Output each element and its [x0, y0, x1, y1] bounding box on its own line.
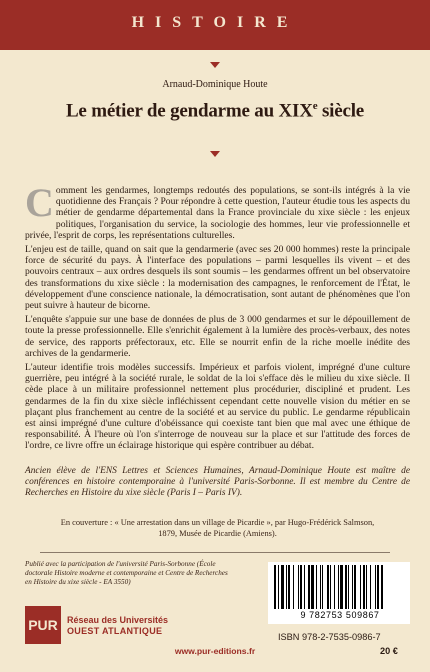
logo-line-2: OUEST ATLANTIQUE — [67, 626, 163, 636]
barcode-bar — [345, 565, 347, 609]
barcode-bar — [293, 565, 294, 609]
barcode-bar — [348, 565, 349, 609]
barcode-bar — [327, 565, 329, 609]
barcode-bar — [304, 565, 305, 609]
barcode — [268, 562, 410, 624]
barcode-bar — [352, 565, 353, 609]
barcode-bar — [311, 565, 314, 609]
barcode-bar — [322, 565, 323, 609]
barcode-bar — [340, 565, 343, 609]
publisher-logo — [25, 606, 169, 644]
logo-line-1: Réseau des Universités — [67, 615, 169, 625]
barcode-bar — [308, 565, 310, 609]
barcode-bar — [274, 565, 276, 609]
cover-credit-line2: 1879, Musée de Picardie (Amiens). — [158, 528, 277, 538]
cover-credit — [25, 518, 410, 539]
barcode-bar — [288, 565, 290, 609]
barcode-bar — [375, 565, 376, 609]
paragraph-1 — [25, 180, 410, 241]
drop-cap: C — [25, 180, 54, 225]
barcode-bar — [354, 565, 356, 609]
barcode-bar — [281, 565, 284, 609]
barcode-bar — [300, 565, 302, 609]
barcode-bar — [278, 565, 279, 609]
pur-logo-mark: PUR — [25, 606, 61, 644]
triangle-ornament-top — [210, 62, 220, 68]
barcode-bar — [370, 565, 371, 609]
barcode-bar — [360, 565, 361, 609]
barcode-bar — [316, 565, 317, 609]
barcode-bar — [381, 565, 383, 609]
barcode-bar — [363, 565, 365, 609]
paragraph-3: L'enquête s'appuie sur une base de données de plus de 3 000 gendarmes et sur le dépouillement de toute la presse professionnelle. Elle s'enrichit également à la lumière des procès-verbaux, des notes de service, des rapports préfectoraux, etc. Elle se nourrit enfin de la riche moelle inédite des archives de la gendarmerie. — [25, 314, 410, 359]
title-sup: e — [312, 100, 318, 112]
back-cover-text — [25, 180, 410, 455]
title-end: siècle — [317, 100, 365, 122]
price: 20 € — [380, 646, 398, 656]
publication-note: Publié avec la participation de l'université Paris-Sorbonne (École doctorale Histoire moderne et contemporaine et Centre de Recherches en Histoire du xixe siècle - EA 3550) — [25, 560, 228, 586]
barcode-bar — [338, 565, 339, 609]
barcode-digits: 9 782753 509867 — [300, 610, 380, 620]
book-title — [0, 100, 430, 122]
barcode-bar — [366, 565, 367, 609]
author-name: Arnaud-Dominique Houte — [162, 79, 268, 90]
paragraph-1-text: omment les gendarmes, longtemps redoutés des populations, se sont-ils intégrés à la vie quotidienne des Français ? Pour répondre à cette question, l'auteur étudie tous les aspects du métier de gendarme départemental dans la France provinciale du xixe siècle : les enjeux politiques, l'organisation du service, la sociologie des hommes, leur vie professionnelle et privée, l'esprit de corps, les représentations culturelles. — [25, 185, 410, 241]
divider — [40, 552, 390, 553]
series-title: HISTOIRE — [131, 14, 299, 31]
title-main: Le métier de gendarme au XIX — [65, 100, 313, 122]
isbn: ISBN 978-2-7535-0986-7 — [278, 632, 381, 642]
publisher-website: www.pur-editions.fr — [174, 646, 256, 656]
barcode-bar — [377, 565, 379, 609]
barcode-bar — [298, 565, 299, 609]
paragraph-2: L'enjeu est de taille, quand on sait que la gendarmerie (avec ses 20 000 hommes) reste la principale force de sécurité du pays. À l'interface des populations – parmi lesquelles ils vivent – et des pouvoirs centraux – aux ordres desquels ils sont soumis – les gendarmes offrent un bel observatoire des transformations du xixe siècle : la modernisation des campagnes, le renforcement de l'État, le développement d'une conscience nationale, la démocratisation, sont autant de phénomènes que l'on peut suivre à hauteur de bicorne. — [25, 244, 410, 312]
author-bio: Ancien élève de l'ENS Lettres et Sciences Humaines, Arnaud-Dominique Houte est maître de conférences en histoire contemporaine à l'université Paris-Sorbonne. Il est membre du Centre de Recherches en Histoire du xixe siècle (Paris I – Paris IV). — [25, 466, 410, 499]
barcode-bar — [320, 565, 321, 609]
paragraph-4: L'auteur identifie trois modèles successifs. Impérieux et parfois violent, imprégné d'une culture guerrière, peu intégré à la société rurale, le soldat de la loi s'efface dès le milieu du xixe siècle. Il cède place à un militaire professionnel nettement plus procédurier, discipliné et prudent. Les gendarmes de la fin du xixe siècle infléchissent cependant cette nouvelle vision du métier en se plaçant plus franchement au centre de la société et au service du public. Le gendarme républicain est ainsi imprégné d'une culture d'obéissance qui coexiste tant bien que mal avec une éthique de responsabilité. À l'heure où l'on s'interroge de nouveau sur la place et sur l'attitude des forces de l'ordre, ce livre offre un éclairage historique qui espère contribuer au débat. — [25, 362, 410, 452]
barcode-bars — [274, 565, 404, 609]
barcode-bar — [286, 565, 287, 609]
barcode-bar — [330, 565, 331, 609]
barcode-bar — [334, 565, 335, 609]
triangle-ornament-bottom — [210, 151, 220, 157]
cover-credit-line1: En couverture : « Une arrestation dans un village de Picardie », par Hugo-Frédérick Salmson, — [60, 518, 375, 527]
